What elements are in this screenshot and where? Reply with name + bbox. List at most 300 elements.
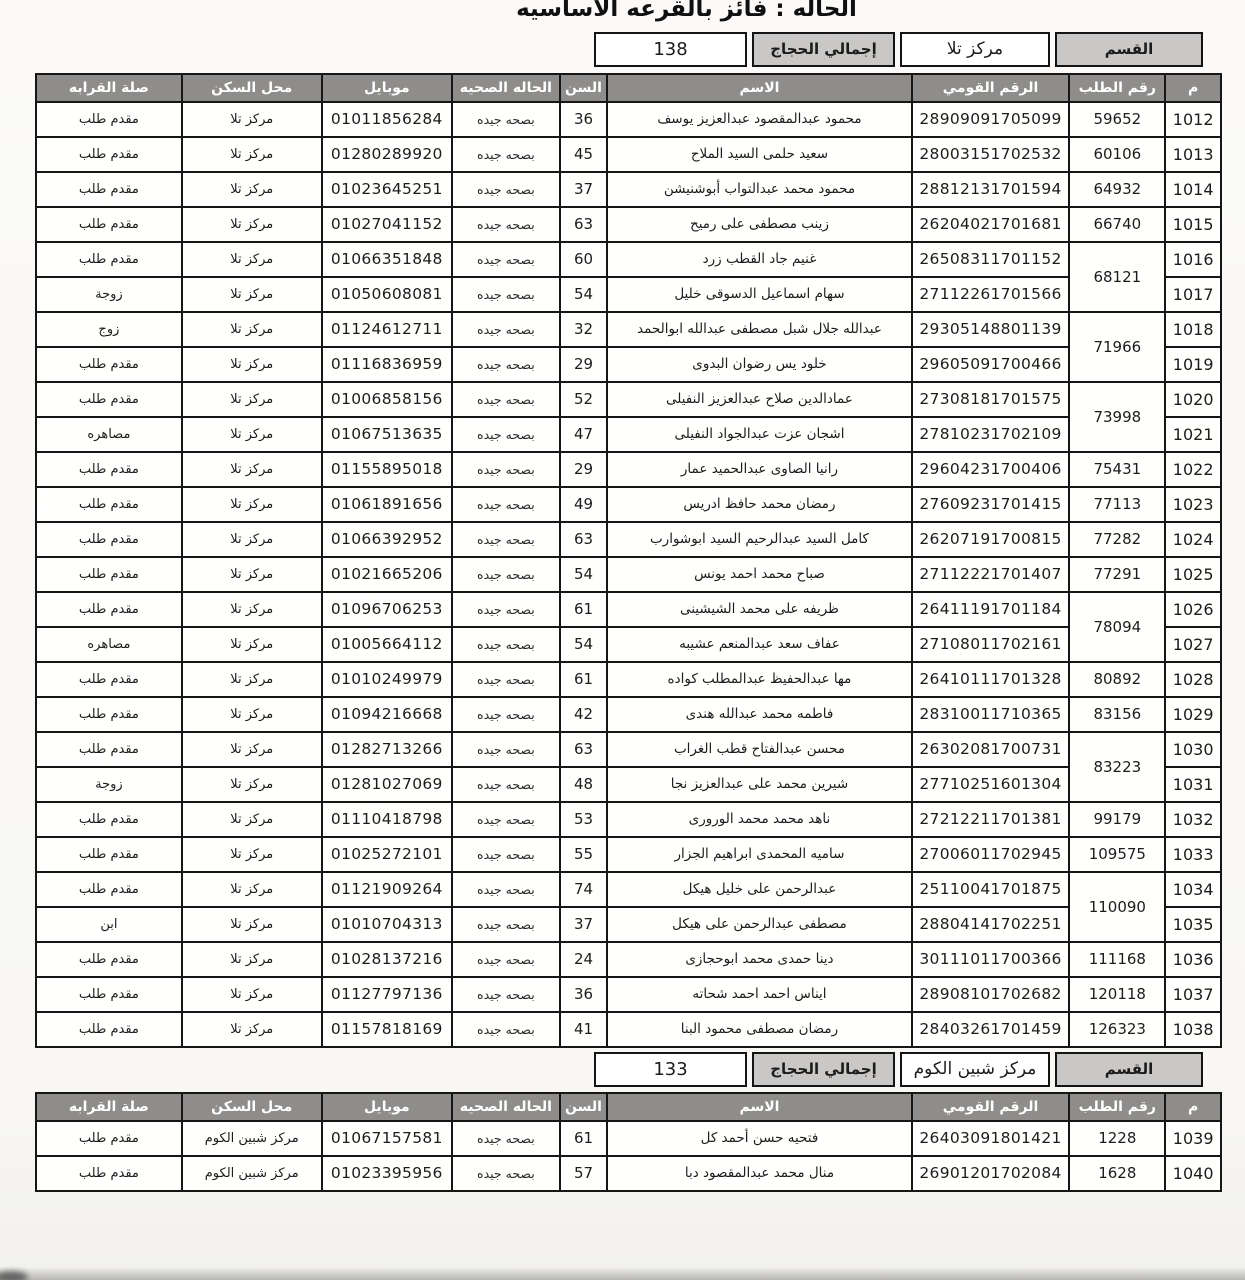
cell-request: 75431 xyxy=(1069,452,1165,487)
column-header-request: رقم الطلب xyxy=(1069,74,1165,102)
cell-relation: مصاهره xyxy=(36,417,182,452)
cell-residence: مركز تلا xyxy=(182,487,322,522)
cell-name: رمضان مصطفى محمود البنا xyxy=(607,1012,912,1047)
pilgrims-table-section-1 xyxy=(35,73,1222,1048)
cell-name: عبدالله جلال شبل مصطفى عبدالله ابوالحمد xyxy=(607,312,912,347)
cell-request: 126323 xyxy=(1069,1012,1165,1047)
table-row xyxy=(36,172,1221,207)
table-row xyxy=(36,907,1221,942)
cell-name: محمود محمد عبدالتواب أبوشنيشن xyxy=(607,172,912,207)
column-header-serial: م xyxy=(1165,74,1221,102)
cell-national_id: 28310011710365 xyxy=(912,697,1070,732)
cell-residence: مركز تلا xyxy=(182,102,322,137)
table-row xyxy=(36,872,1221,907)
cell-serial: 1020 xyxy=(1165,382,1221,417)
column-header-age: السن xyxy=(560,1093,607,1121)
cell-serial: 1030 xyxy=(1165,732,1221,767)
cell-serial: 1035 xyxy=(1165,907,1221,942)
table-row xyxy=(36,697,1221,732)
table-row xyxy=(36,347,1221,382)
cell-relation: مقدم طلب xyxy=(36,872,182,907)
cell-health: بصحه جيده xyxy=(452,277,560,312)
cell-relation: زوج xyxy=(36,312,182,347)
cell-national_id: 26901201702084 xyxy=(912,1156,1070,1191)
cell-serial: 1039 xyxy=(1165,1121,1221,1156)
cell-name: ناهد محمد محمد الورورى xyxy=(607,802,912,837)
cell-health: بصحه جيده xyxy=(452,102,560,137)
cell-health: بصحه جيده xyxy=(452,662,560,697)
cell-age: 52 xyxy=(560,382,607,417)
cell-national_id: 26411191701184 xyxy=(912,592,1070,627)
cell-residence: مركز تلا xyxy=(182,382,322,417)
cell-mobile: 01116836959 xyxy=(322,347,452,382)
cell-request: 120118 xyxy=(1069,977,1165,1012)
table-row xyxy=(36,977,1221,1012)
cell-national_id: 27006011702945 xyxy=(912,837,1070,872)
table-row xyxy=(36,452,1221,487)
cell-national_id: 29604231700406 xyxy=(912,452,1070,487)
cell-age: 60 xyxy=(560,242,607,277)
cell-request: 1228 xyxy=(1069,1121,1165,1156)
cell-serial: 1018 xyxy=(1165,312,1221,347)
cell-serial: 1033 xyxy=(1165,837,1221,872)
cell-mobile: 01010249979 xyxy=(322,662,452,697)
cell-mobile: 01066392952 xyxy=(322,522,452,557)
table-row xyxy=(36,557,1221,592)
cell-name: مصطفى عبدالرحمن على هيكل xyxy=(607,907,912,942)
cell-relation: مقدم طلب xyxy=(36,592,182,627)
cell-mobile: 01121909264 xyxy=(322,872,452,907)
department-label: القسم xyxy=(1055,1052,1203,1087)
cell-mobile: 01096706253 xyxy=(322,592,452,627)
cell-serial: 1032 xyxy=(1165,802,1221,837)
cell-mobile: 01021665206 xyxy=(322,557,452,592)
cell-national_id: 27212211701381 xyxy=(912,802,1070,837)
cell-national_id: 27609231701415 xyxy=(912,487,1070,522)
cell-request: 110090 xyxy=(1069,872,1165,942)
cell-relation: مقدم طلب xyxy=(36,662,182,697)
cell-relation: مقدم طلب xyxy=(36,102,182,137)
cell-mobile: 01023395956 xyxy=(322,1156,452,1191)
cell-health: بصحه جيده xyxy=(452,1156,560,1191)
cell-request: 77282 xyxy=(1069,522,1165,557)
cell-age: 48 xyxy=(560,767,607,802)
total-pilgrims-value: 138 xyxy=(594,32,747,67)
cell-name: كامل السيد عبدالرحيم السيد ابوشوارب xyxy=(607,522,912,557)
cell-request: 83223 xyxy=(1069,732,1165,802)
table-row xyxy=(36,592,1221,627)
total-pilgrims-label: إجمالي الحجاج xyxy=(752,32,895,67)
cell-national_id: 28403261701459 xyxy=(912,1012,1070,1047)
cell-health: بصحه جيده xyxy=(452,767,560,802)
cell-request: 59652 xyxy=(1069,102,1165,137)
cell-mobile: 01006858156 xyxy=(322,382,452,417)
cell-mobile: 01061891656 xyxy=(322,487,452,522)
cell-health: بصحه جيده xyxy=(452,312,560,347)
cell-health: بصحه جيده xyxy=(452,872,560,907)
table-row xyxy=(36,1121,1221,1156)
cell-age: 74 xyxy=(560,872,607,907)
cell-health: بصحه جيده xyxy=(452,207,560,242)
cell-serial: 1016 xyxy=(1165,242,1221,277)
cell-relation: مقدم طلب xyxy=(36,942,182,977)
cell-age: 47 xyxy=(560,417,607,452)
cell-residence: مركز تلا xyxy=(182,207,322,242)
cell-relation: مقدم طلب xyxy=(36,1121,182,1156)
cell-national_id: 26207191700815 xyxy=(912,522,1070,557)
table-row xyxy=(36,662,1221,697)
cell-national_id: 28909091705099 xyxy=(912,102,1070,137)
cell-age: 41 xyxy=(560,1012,607,1047)
cell-relation: زوجة xyxy=(36,767,182,802)
cell-mobile: 01124612711 xyxy=(322,312,452,347)
column-header-national_id: الرقم القومي xyxy=(912,1093,1070,1121)
cell-name: دينا حمدى محمد ابوحجازى xyxy=(607,942,912,977)
cell-age: 54 xyxy=(560,557,607,592)
table-row xyxy=(36,242,1221,277)
department-value: مركز شبين الكوم xyxy=(900,1052,1050,1087)
cell-health: بصحه جيده xyxy=(452,1012,560,1047)
cell-mobile: 01067157581 xyxy=(322,1121,452,1156)
cell-name: ايناس احمد احمد شحاته xyxy=(607,977,912,1012)
cell-serial: 1031 xyxy=(1165,767,1221,802)
cell-request: 66740 xyxy=(1069,207,1165,242)
cell-health: بصحه جيده xyxy=(452,1121,560,1156)
cell-mobile: 01027041152 xyxy=(322,207,452,242)
cell-health: بصحه جيده xyxy=(452,907,560,942)
cell-health: بصحه جيده xyxy=(452,557,560,592)
cell-health: بصحه جيده xyxy=(452,347,560,382)
cell-mobile: 01280289920 xyxy=(322,137,452,172)
cell-relation: مقدم طلب xyxy=(36,347,182,382)
cell-mobile: 01157818169 xyxy=(322,1012,452,1047)
cell-health: بصحه جيده xyxy=(452,627,560,662)
cell-national_id: 26204021701681 xyxy=(912,207,1070,242)
cell-health: بصحه جيده xyxy=(452,137,560,172)
table-row xyxy=(36,1156,1221,1191)
cell-serial: 1028 xyxy=(1165,662,1221,697)
cell-age: 29 xyxy=(560,452,607,487)
cell-request: 64932 xyxy=(1069,172,1165,207)
cell-request: 73998 xyxy=(1069,382,1165,452)
cell-name: خلود يس رضوان البدوى xyxy=(607,347,912,382)
cell-relation: مقدم طلب xyxy=(36,137,182,172)
table-row xyxy=(36,487,1221,522)
cell-serial: 1025 xyxy=(1165,557,1221,592)
cell-residence: مركز تلا xyxy=(182,942,322,977)
cell-mobile: 01155895018 xyxy=(322,452,452,487)
cell-request: 83156 xyxy=(1069,697,1165,732)
cell-request: 80892 xyxy=(1069,662,1165,697)
cell-health: بصحه جيده xyxy=(452,837,560,872)
cell-relation: مقدم طلب xyxy=(36,487,182,522)
cell-serial: 1017 xyxy=(1165,277,1221,312)
column-header-residence: محل السكن xyxy=(182,1093,322,1121)
cell-age: 53 xyxy=(560,802,607,837)
cell-request: 1628 xyxy=(1069,1156,1165,1191)
column-header-name: الاسم xyxy=(607,1093,912,1121)
column-header-relation: صلة القرابه xyxy=(36,1093,182,1121)
cell-age: 57 xyxy=(560,1156,607,1191)
cell-age: 49 xyxy=(560,487,607,522)
cell-request: 60106 xyxy=(1069,137,1165,172)
cell-national_id: 27308181701575 xyxy=(912,382,1070,417)
cell-residence: مركز تلا xyxy=(182,417,322,452)
cell-national_id: 30111011700366 xyxy=(912,942,1070,977)
cell-residence: مركز تلا xyxy=(182,312,322,347)
cell-residence: مركز تلا xyxy=(182,592,322,627)
cell-residence: مركز تلا xyxy=(182,837,322,872)
cell-name: رمضان محمد حافظ ادريس xyxy=(607,487,912,522)
department-label: القسم xyxy=(1055,32,1203,67)
column-header-national_id: الرقم القومي xyxy=(912,74,1070,102)
cell-name: عبدالرحمن على خليل هيكل xyxy=(607,872,912,907)
cell-residence: مركز تلا xyxy=(182,522,322,557)
cell-residence: مركز تلا xyxy=(182,172,322,207)
cell-serial: 1036 xyxy=(1165,942,1221,977)
cell-health: بصحه جيده xyxy=(452,942,560,977)
cell-age: 45 xyxy=(560,137,607,172)
cell-health: بصحه جيده xyxy=(452,592,560,627)
cell-name: رانيا الصاوى عبدالحميد عمار xyxy=(607,452,912,487)
table-row xyxy=(36,1012,1221,1047)
table-row xyxy=(36,382,1221,417)
cell-name: فتحيه حسن أحمد كل xyxy=(607,1121,912,1156)
cell-name: شيرين محمد على عبدالعزيز نجا xyxy=(607,767,912,802)
cell-mobile: 01025272101 xyxy=(322,837,452,872)
section-header-2 xyxy=(35,1052,1222,1087)
cell-request: 78094 xyxy=(1069,592,1165,662)
scan-corner-artifact xyxy=(0,1271,28,1280)
cell-serial: 1026 xyxy=(1165,592,1221,627)
cell-serial: 1024 xyxy=(1165,522,1221,557)
column-header-request: رقم الطلب xyxy=(1069,1093,1165,1121)
cell-national_id: 28003151702532 xyxy=(912,137,1070,172)
cell-serial: 1040 xyxy=(1165,1156,1221,1191)
cell-national_id: 27112261701566 xyxy=(912,277,1070,312)
cell-request: 77291 xyxy=(1069,557,1165,592)
cell-relation: زوجة xyxy=(36,277,182,312)
cell-name: سعيد حلمى السيد الملاح xyxy=(607,137,912,172)
table-row xyxy=(36,767,1221,802)
cell-age: 55 xyxy=(560,837,607,872)
cell-national_id: 28804141702251 xyxy=(912,907,1070,942)
cell-residence: مركز تلا xyxy=(182,977,322,1012)
table-header-row xyxy=(36,1093,1221,1121)
cell-serial: 1023 xyxy=(1165,487,1221,522)
cell-serial: 1013 xyxy=(1165,137,1221,172)
cell-age: 61 xyxy=(560,662,607,697)
cell-mobile: 01094216668 xyxy=(322,697,452,732)
table-row xyxy=(36,802,1221,837)
cell-age: 61 xyxy=(560,1121,607,1156)
cell-name: مها عبدالحفيظ عبدالمطلب كواده xyxy=(607,662,912,697)
table-row xyxy=(36,417,1221,452)
cell-name: ساميه المحمدى ابراهيم الجزار xyxy=(607,837,912,872)
table-row xyxy=(36,277,1221,312)
cell-serial: 1012 xyxy=(1165,102,1221,137)
cell-request: 68121 xyxy=(1069,242,1165,312)
document-title: الحاله : فائز بالقرعه الاساسيه xyxy=(516,0,857,22)
cell-residence: مركز تلا xyxy=(182,662,322,697)
cell-residence: مركز تلا xyxy=(182,347,322,382)
cell-name: منال محمد عبدالمقصود دبا xyxy=(607,1156,912,1191)
cell-residence: مركز تلا xyxy=(182,1012,322,1047)
cell-serial: 1019 xyxy=(1165,347,1221,382)
cell-age: 36 xyxy=(560,977,607,1012)
cell-name: عفاف سعد عبدالمنعم عشيبه xyxy=(607,627,912,662)
table-row xyxy=(36,207,1221,242)
cell-relation: مقدم طلب xyxy=(36,977,182,1012)
cell-age: 37 xyxy=(560,907,607,942)
cell-name: صباح محمد احمد يونس xyxy=(607,557,912,592)
cell-relation: مقدم طلب xyxy=(36,382,182,417)
cell-residence: مركز تلا xyxy=(182,277,322,312)
cell-relation: مقدم طلب xyxy=(36,522,182,557)
cell-name: محمود عبدالمقصود عبدالعزيز يوسف xyxy=(607,102,912,137)
cell-relation: مقدم طلب xyxy=(36,172,182,207)
cell-health: بصحه جيده xyxy=(452,452,560,487)
cell-serial: 1015 xyxy=(1165,207,1221,242)
cell-national_id: 28908101702682 xyxy=(912,977,1070,1012)
cell-health: بصحه جيده xyxy=(452,242,560,277)
cell-serial: 1038 xyxy=(1165,1012,1221,1047)
table-row xyxy=(36,837,1221,872)
cell-request: 99179 xyxy=(1069,802,1165,837)
cell-national_id: 25110041701875 xyxy=(912,872,1070,907)
cell-national_id: 26410111701328 xyxy=(912,662,1070,697)
table-row xyxy=(36,732,1221,767)
cell-relation: مصاهره xyxy=(36,627,182,662)
cell-relation: مقدم طلب xyxy=(36,557,182,592)
cell-request: 111168 xyxy=(1069,942,1165,977)
cell-health: بصحه جيده xyxy=(452,697,560,732)
cell-relation: مقدم طلب xyxy=(36,732,182,767)
cell-serial: 1037 xyxy=(1165,977,1221,1012)
cell-name: اشجان عزت عبدالجواد النفيلى xyxy=(607,417,912,452)
cell-residence: مركز شبين الكوم xyxy=(182,1121,322,1156)
cell-relation: مقدم طلب xyxy=(36,207,182,242)
cell-name: محسن عبدالفتاح قطب الغراب xyxy=(607,732,912,767)
cell-serial: 1029 xyxy=(1165,697,1221,732)
cell-relation: مقدم طلب xyxy=(36,1156,182,1191)
cell-national_id: 26508311701152 xyxy=(912,242,1070,277)
cell-relation: مقدم طلب xyxy=(36,697,182,732)
cell-residence: مركز شبين الكوم xyxy=(182,1156,322,1191)
cell-age: 54 xyxy=(560,277,607,312)
scan-bottom-shadow xyxy=(0,1267,1245,1280)
section-header-1 xyxy=(35,32,1222,67)
cell-health: بصحه جيده xyxy=(452,417,560,452)
table-row xyxy=(36,522,1221,557)
cell-mobile: 01028137216 xyxy=(322,942,452,977)
cell-health: بصحه جيده xyxy=(452,172,560,207)
cell-mobile: 01066351848 xyxy=(322,242,452,277)
cell-age: 63 xyxy=(560,522,607,557)
cell-relation: مقدم طلب xyxy=(36,242,182,277)
cell-residence: مركز تلا xyxy=(182,557,322,592)
cell-age: 63 xyxy=(560,732,607,767)
cell-national_id: 29605091700466 xyxy=(912,347,1070,382)
column-header-age: السن xyxy=(560,74,607,102)
column-header-mobile: موبايل xyxy=(322,1093,452,1121)
table-row xyxy=(36,627,1221,662)
cell-relation: مقدم طلب xyxy=(36,802,182,837)
cell-mobile: 01011856284 xyxy=(322,102,452,137)
cell-health: بصحه جيده xyxy=(452,487,560,522)
cell-age: 32 xyxy=(560,312,607,347)
column-header-mobile: موبايل xyxy=(322,74,452,102)
cell-national_id: 27108011702161 xyxy=(912,627,1070,662)
column-header-serial: م xyxy=(1165,1093,1221,1121)
cell-name: غنيم جاد القطب زرد xyxy=(607,242,912,277)
cell-residence: مركز تلا xyxy=(182,137,322,172)
cell-residence: مركز تلا xyxy=(182,802,322,837)
table-row xyxy=(36,312,1221,347)
cell-mobile: 01005664112 xyxy=(322,627,452,662)
cell-health: بصحه جيده xyxy=(452,977,560,1012)
cell-mobile: 01110418798 xyxy=(322,802,452,837)
cell-serial: 1022 xyxy=(1165,452,1221,487)
cell-name: فاطمه محمد عبدالله هندى xyxy=(607,697,912,732)
cell-age: 37 xyxy=(560,172,607,207)
cell-mobile: 01010704313 xyxy=(322,907,452,942)
cell-national_id: 27810231702109 xyxy=(912,417,1070,452)
cell-relation: ابن xyxy=(36,907,182,942)
total-pilgrims-label: إجمالي الحجاج xyxy=(752,1052,895,1087)
cell-name: زينب مصطفى على رميح xyxy=(607,207,912,242)
cell-national_id: 27710251601304 xyxy=(912,767,1070,802)
cell-health: بصحه جيده xyxy=(452,802,560,837)
cell-serial: 1014 xyxy=(1165,172,1221,207)
column-header-name: الاسم xyxy=(607,74,912,102)
total-pilgrims-value: 133 xyxy=(594,1052,747,1087)
cell-name: سهام اسماعيل الدسوقى خليل xyxy=(607,277,912,312)
cell-relation: مقدم طلب xyxy=(36,837,182,872)
cell-age: 61 xyxy=(560,592,607,627)
cell-name: عمادالدين صلاح عبدالعزيز النفيلى xyxy=(607,382,912,417)
table-row xyxy=(36,942,1221,977)
cell-request: 109575 xyxy=(1069,837,1165,872)
cell-health: بصحه جيده xyxy=(452,522,560,557)
cell-national_id: 26302081700731 xyxy=(912,732,1070,767)
cell-residence: مركز تلا xyxy=(182,242,322,277)
cell-mobile: 01127797136 xyxy=(322,977,452,1012)
department-value: مركز تلا xyxy=(900,32,1050,67)
table-row xyxy=(36,102,1221,137)
cell-serial: 1027 xyxy=(1165,627,1221,662)
cell-age: 54 xyxy=(560,627,607,662)
cell-national_id: 26403091801421 xyxy=(912,1121,1070,1156)
cell-name: ظريفه على محمد الشيشينى xyxy=(607,592,912,627)
column-header-relation: صلة القرابه xyxy=(36,74,182,102)
cell-age: 42 xyxy=(560,697,607,732)
cell-request: 77113 xyxy=(1069,487,1165,522)
cell-residence: مركز تلا xyxy=(182,452,322,487)
table-row xyxy=(36,137,1221,172)
cell-request: 71966 xyxy=(1069,312,1165,382)
cell-serial: 1034 xyxy=(1165,872,1221,907)
cell-mobile: 01281027069 xyxy=(322,767,452,802)
cell-age: 63 xyxy=(560,207,607,242)
cell-residence: مركز تلا xyxy=(182,697,322,732)
cell-relation: مقدم طلب xyxy=(36,1012,182,1047)
cell-age: 29 xyxy=(560,347,607,382)
cell-mobile: 01282713266 xyxy=(322,732,452,767)
cell-national_id: 29305148801139 xyxy=(912,312,1070,347)
cell-mobile: 01050608081 xyxy=(322,277,452,312)
cell-health: بصحه جيده xyxy=(452,382,560,417)
